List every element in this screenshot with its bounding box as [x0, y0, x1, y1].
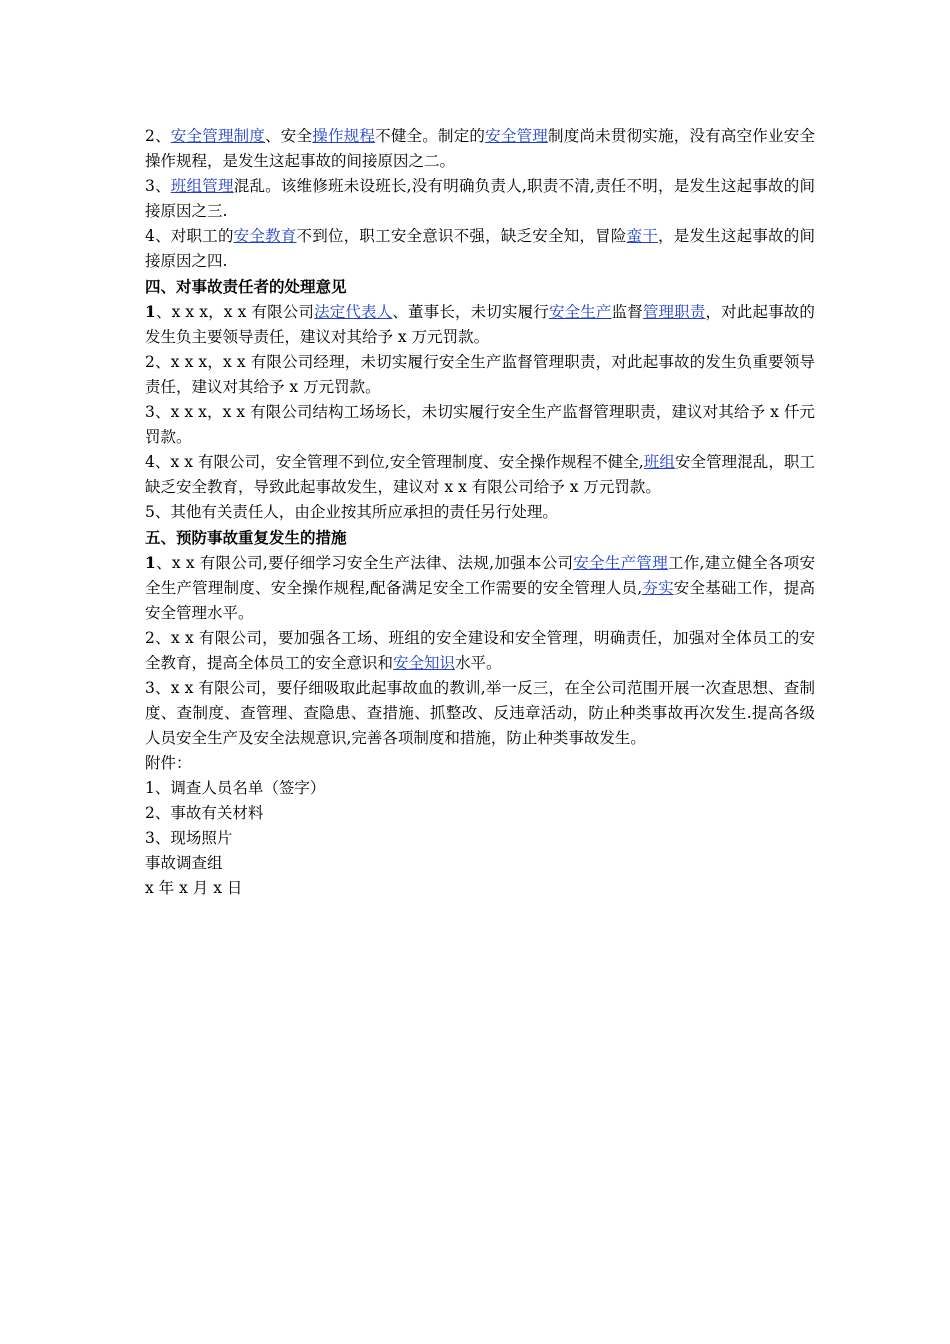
text-run: 2、事故有关材料 [145, 804, 264, 822]
responsibility-item-2 [145, 350, 815, 400]
inline-link[interactable]: 安全生产管理 [573, 554, 668, 572]
text-run: 3、现场照片 [145, 829, 233, 847]
text-run: 、x x x，x x 有限公司 [155, 303, 315, 321]
responsibility-item-3 [145, 400, 815, 450]
attachments-label [145, 751, 815, 776]
text-run: 安全基础工作，提高安全管理水平。 [145, 579, 815, 622]
text-run: 3、x x 有限公司，要仔细吸取此起事故血的教训,举一反三，在全公司范围开展一次查思想、查制度、查制度、查管理、查隐患、查措施、抓整改、反违章活动，防止种类事故再次发生.提高各级人员安全生产及安全法规意识,完善各项制度和措施，防止种类事故发生。 [145, 679, 815, 747]
signer [145, 851, 815, 876]
text-run: 1 [145, 302, 156, 321]
text-run: 3、 [145, 177, 171, 195]
date [145, 876, 815, 901]
responsibility-item-1 [145, 299, 815, 350]
text-run: 混乱。该维修班未设班长,没有明确负责人,职责不清,责任不明，是发生这起事故的间接原因之三. [145, 177, 815, 220]
text-run: x 年 x 月 x 日 [145, 879, 243, 897]
inline-link[interactable]: 安全生产 [548, 303, 612, 321]
text-run: 2、 [145, 127, 171, 145]
inline-link[interactable]: 蛮干 [626, 227, 659, 245]
inline-link[interactable]: 操作规程 [312, 127, 376, 145]
indirect-cause-3 [145, 174, 815, 224]
text-run: 制度尚未贯彻实施，没有高空作业安全操作规程，是发生这起事故的间接原因之二。 [145, 127, 815, 170]
text-run: 、董事长，未切实履行 [392, 303, 549, 321]
prevention-item-1 [145, 550, 815, 626]
text-run: 工作,建立健全各项安全生产管理制度、安全操作规程,配备满足安全工作需要的安全管理人员, [145, 554, 815, 597]
inline-link[interactable]: 夯实 [642, 579, 674, 597]
text-run: 五、预防事故重复发生的措施 [145, 528, 347, 547]
indirect-cause-2 [145, 124, 815, 174]
text-run: 附件： [145, 754, 192, 772]
attachment-item-3 [145, 826, 815, 851]
text-run: ，是发生这起事故的间接原因之四. [145, 227, 815, 270]
text-run: 四、对事故责任者的处理意见 [145, 277, 347, 296]
text-run: 2、x x x，x x 有限公司经理，未切实履行安全生产监督管理职责，对此起事故的发生负重要领导责任，建议对其给予 x 万元罚款。 [145, 353, 815, 396]
attachment-item-1 [145, 776, 815, 801]
text-run: 监督 [611, 303, 643, 321]
text-run: 不到位，职工安全意识不强，缺乏安全知，冒险 [296, 227, 627, 245]
text-run: 4、x x 有限公司，安全管理不到位,安全管理制度、安全操作规程不健全, [145, 453, 644, 471]
prevention-item-3 [145, 676, 815, 751]
section-heading-5 [145, 525, 815, 550]
text-run: 4、对职工的 [145, 227, 234, 245]
inline-link[interactable]: 安全知识 [393, 654, 456, 672]
text-run: 3、x x x，x x 有限公司结构工场场长，未切实履行安全生产监督管理职责，建议对其给予 x 仟元罚款。 [145, 403, 815, 446]
text-run: 2、x x 有限公司，要加强各工场、班组的安全建设和安全管理，明确责任，加强对全体员工的安全教育，提高全体员工的安全意识和 [145, 629, 815, 672]
text-run: 1 [145, 553, 156, 572]
inline-link[interactable]: 法定代表人 [314, 303, 393, 321]
responsibility-item-5 [145, 500, 815, 525]
text-run: 、安全 [265, 127, 313, 145]
text-run: 安全管理混乱，职工缺乏安全教育，导致此起事故发生，建议对 x x 有限公司给予 x 万元罚款。 [145, 453, 815, 496]
text-run: 事故调查组 [145, 854, 223, 872]
inline-link[interactable]: 安全管理制度 [170, 127, 266, 145]
inline-link[interactable]: 班组 [643, 453, 675, 471]
text-run: ，对此起事故的发生负主要领导责任，建议对其给予 x 万元罚款。 [145, 303, 815, 346]
inline-link[interactable]: 安全教育 [233, 227, 297, 245]
indirect-cause-4 [145, 224, 815, 274]
text-run: 不健全。制定的 [375, 127, 486, 145]
text-run: 、x x 有限公司,要仔细学习安全生产法律、法规,加强本公司 [155, 554, 574, 572]
text-run: 5、其他有关责任人，由企业按其所应承担的责任另行处理。 [145, 503, 558, 521]
responsibility-item-4 [145, 450, 815, 500]
inline-link[interactable]: 安全管理 [485, 127, 549, 145]
text-run: 水平。 [455, 654, 502, 672]
inline-link[interactable]: 班组管理 [170, 177, 234, 195]
inline-link[interactable]: 管理职责 [642, 303, 706, 321]
attachment-item-2 [145, 801, 815, 826]
section-heading-4 [145, 274, 815, 299]
prevention-item-2 [145, 626, 815, 676]
text-run: 1、调查人员名单（签字） [145, 779, 326, 797]
document-body [145, 124, 815, 901]
